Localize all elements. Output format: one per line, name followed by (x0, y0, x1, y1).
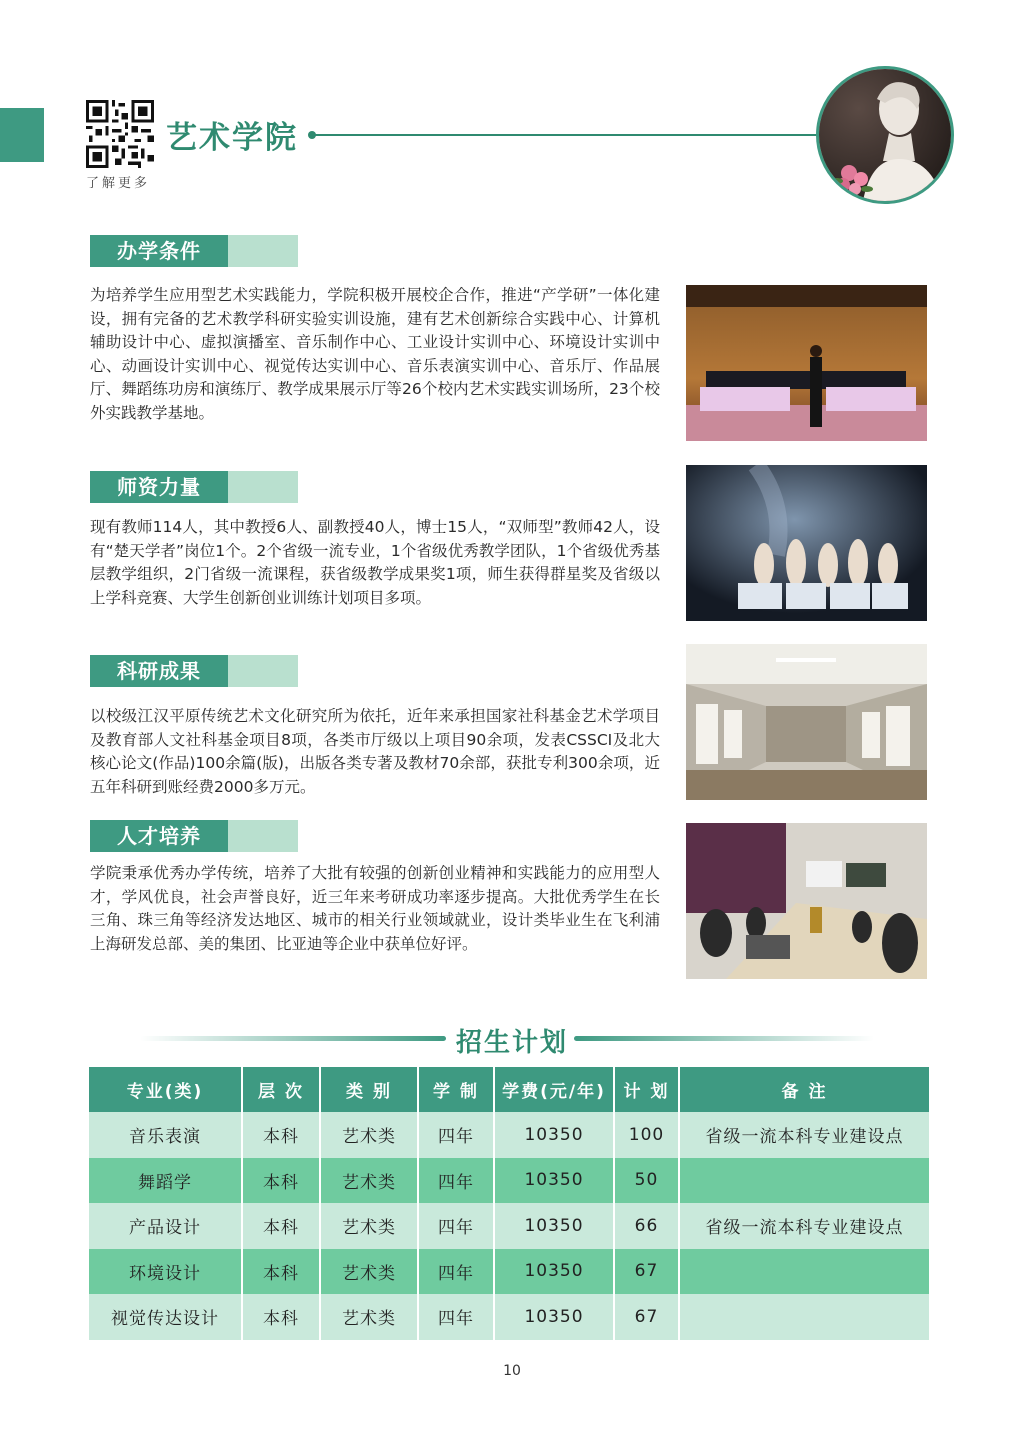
table-cell: 10350 (494, 1294, 614, 1340)
table-cell (679, 1158, 929, 1204)
table-cell (679, 1294, 929, 1340)
table-cell: 四年 (418, 1249, 494, 1295)
table-row (89, 1249, 929, 1295)
table-cell: 10350 (494, 1249, 614, 1295)
section-text-talent: 学院秉承优秀办学传统，培养了大批有较强的创新创业精神和实践能力的应用型人才，学风优良，社会声誉良好，近三年来考研成功率逐步提高。大批优秀学生在长三角、珠三角等经济发达地区、城市的相关行业领域就业，设计类毕业生在飞利浦上海研发总部、美的集团、比亚迪等企业中获单位好评。 (90, 864, 660, 953)
section-text-faculty: 现有教师114人，其中教授6人、副教授40人，博士15人，“双师型”教师42人，设有“楚天学者”岗位1个。2个省级一流专业，1个省级优秀教学团队，1个省级优秀基层教学组织，2门省级一流课程，获省级教学成果奖1项，师生获得群星奖及省级以上学科竞赛、大学生创新创业训练计划项目多项。 (90, 518, 660, 607)
table-cell: 四年 (418, 1203, 494, 1249)
table-cell: 艺术类 (320, 1158, 418, 1204)
title-divider (312, 134, 822, 136)
table-cell: 四年 (418, 1158, 494, 1204)
table-cell: 艺术类 (320, 1249, 418, 1295)
column-header: 专业(类) (89, 1067, 242, 1112)
section-text-research: 以校级江汉平原传统艺术文化研究所为依托，近年来承担国家社科基金艺术学项目及教育部人文社科基金项目8项，各类市厅级以上项目90余项，发表CSSCI及北大核心论文(作品)100余篇(版)，出版各类专著及教材70余部，获批专利300余项，近五年科研到账经费2000多万元。 (90, 707, 660, 796)
page-title: 艺术学院 (166, 120, 298, 156)
table-cell: 10350 (494, 1112, 614, 1158)
table-cell: 四年 (418, 1112, 494, 1158)
column-header: 备 注 (679, 1067, 929, 1112)
column-header: 计 划 (614, 1067, 679, 1112)
table-cell: 10350 (494, 1158, 614, 1204)
column-header: 学 制 (418, 1067, 494, 1112)
concert-choir-photo (686, 285, 927, 441)
column-header: 层 次 (242, 1067, 320, 1112)
plan-title: 招生计划 (456, 1028, 569, 1058)
table-cell: 100 (614, 1112, 679, 1158)
table-row (89, 1158, 929, 1204)
table-cell: 本科 (242, 1158, 320, 1204)
table-row (89, 1112, 929, 1158)
enrollment-plan-table (89, 1067, 929, 1340)
table-cell: 艺术类 (320, 1203, 418, 1249)
table-cell: 本科 (242, 1294, 320, 1340)
plan-title-line-right (574, 1036, 874, 1041)
table-cell: 四年 (418, 1294, 494, 1340)
table-header-row (89, 1067, 929, 1112)
table-cell: 视觉传达设计 (89, 1294, 242, 1340)
table-cell: 67 (614, 1294, 679, 1340)
table-cell: 省级一流本科专业建设点 (679, 1203, 929, 1249)
qr-code-icon[interactable] (86, 100, 154, 168)
plan-title-line-left (140, 1036, 446, 1041)
table-row (89, 1203, 929, 1249)
section-heading-label: 办学条件 (90, 235, 228, 267)
table-cell (679, 1249, 929, 1295)
table-cell: 省级一流本科专业建设点 (679, 1112, 929, 1158)
table-cell: 本科 (242, 1203, 320, 1249)
table-cell: 67 (614, 1249, 679, 1295)
sculpture-badge-image (816, 66, 954, 204)
page-edge-tab (0, 108, 44, 162)
section-heading-talent (90, 820, 298, 852)
exhibition-hall-photo (686, 644, 927, 800)
section-heading-label: 科研成果 (90, 655, 228, 687)
table-cell: 50 (614, 1158, 679, 1204)
column-header: 学费(元/年) (494, 1067, 614, 1112)
section-heading-label: 人才培养 (90, 820, 228, 852)
table-cell: 本科 (242, 1112, 320, 1158)
table-cell: 本科 (242, 1249, 320, 1295)
table-cell: 66 (614, 1203, 679, 1249)
table-cell: 艺术类 (320, 1294, 418, 1340)
table-row (89, 1294, 929, 1340)
section-text-facilities: 为培养学生应用型艺术实践能力，学院积极开展校企合作，推进“产学研”一体化建设，拥有完备的艺术教学科研实验实训设施，建有艺术创新综合实践中心、计算机辅助设计中心、虚拟演播室、音乐制作中心、工业设计实训中心、环境设计实训中心、动画设计实训中心、视觉传达实训中心、音乐表演实训中心、音乐厅、作品展厅、舞蹈练功房和演练厅、教学成果展示厅等26个校内艺术实践实训场所，23个校外实践教学基地。 (90, 286, 660, 422)
table-cell: 艺术类 (320, 1112, 418, 1158)
dance-performance-photo (686, 465, 927, 621)
table-cell: 舞蹈学 (89, 1158, 242, 1204)
section-heading-research (90, 655, 298, 687)
table-cell: 音乐表演 (89, 1112, 242, 1158)
section-heading-facilities (90, 235, 298, 267)
section-heading-label: 师资力量 (90, 471, 228, 503)
qr-caption: 了解更多 (86, 176, 151, 191)
table-cell: 环境设计 (89, 1249, 242, 1295)
classroom-workshop-photo (686, 823, 927, 979)
section-heading-faculty (90, 471, 298, 503)
table-cell: 产品设计 (89, 1203, 242, 1249)
page-number: 10 (503, 1363, 521, 1379)
table-cell: 10350 (494, 1203, 614, 1249)
column-header: 类 别 (320, 1067, 418, 1112)
